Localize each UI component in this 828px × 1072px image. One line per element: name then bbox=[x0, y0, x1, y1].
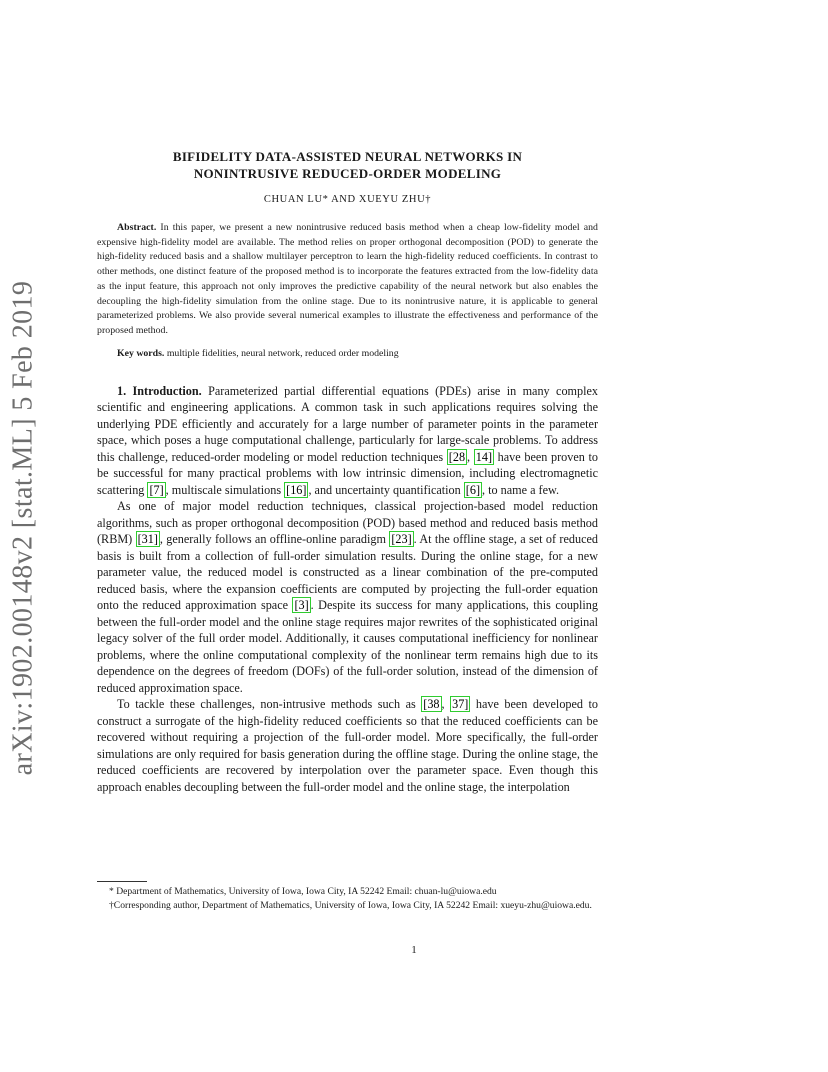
arxiv-id-text: arXiv:1902.00148v2 [stat.ML] 5 Feb 2019 bbox=[7, 280, 39, 775]
footnote-2: †Corresponding author, Department of Mathematics, University of Iowa, Iowa City, IA 52242 Email: xueyu-zhu@uiowa.edu. bbox=[109, 899, 592, 911]
intro-paragraph-1: 1. Introduction. Parameterized partial differential equations (PDEs) arise in many complex scientific and engineering applications. A common task in such applications requires solving the underlying PDE efficiently and accurately for a large number of parameter points in the parameter space, which poses a huge computational challenge, particularly for large-scale problems. To address this challenge, reduced-order modeling or model reduction techniques [28 , 14] have been proven to be successful for many practical problems with low intrinsic dimension, including electromagnetic scattering [7] , multiscale simulations [16] , and uncertainty quantification [6] , to name a few. bbox=[97, 383, 599, 497]
arxiv-sidebar-stamp bbox=[2, 280, 44, 775]
section-heading: 1. Introduction. bbox=[117, 383, 202, 398]
footnotes bbox=[97, 885, 598, 912]
title-line-2: NONINTRUSIVE REDUCED-ORDER MODELING bbox=[193, 166, 502, 181]
page-number: 1 bbox=[411, 944, 417, 956]
abstract bbox=[97, 221, 598, 339]
body-text: , to name a few. bbox=[482, 482, 560, 497]
citation-link[interactable]: [6] bbox=[465, 482, 481, 497]
author-list: CHUAN LU* AND XUEYU ZHU† bbox=[263, 194, 432, 205]
intro-paragraph-3: To tackle these challenges, non-intrusive methods such as [38 , 37] have been developed to construct a surrogate of the high-fidelity reduced coefficients so that the reduced coefficients can be recovered without requiring a projection of the full-order model. More specifically, the full-order simulations are only required for basis generation during the offline stage. During the online stage, the reduced coefficients are recovered by interpolation over the parameter space. Even though this approach enables decoupling between the full-order model and the online stage, the interpolation bbox=[97, 697, 599, 794]
abstract-text: In this paper, we present a new nonintrusive reduced basis method when a cheap low-fidelity model and expensive high-fidelity model are available. The method relies on proper orthogonal decomposition (POD) to generate the high-fidelity reduced basis and a shallow multilayer perceptron to learn the high-fidelity reduced coefficients. In contrast to other methods, one distinct feature of the proposed method is to incorporate the features extracted from the low-fidelity data as the input feature, this approach not only improves the predictive capability of the neural network but also enables the decoupling the high-fidelity simulation from the online stage. Due to its nonintrusive nature, it is applicable to general parameterized problems. We also provide several numerical examples to illustrate the effectiveness and performance of the proposed method. bbox=[97, 222, 599, 336]
body-text: , generally follows an offline-online paradigm bbox=[159, 532, 390, 547]
body-text: have been developed to construct a surrogate of the high-fidelity reduced coefficients so that the reduced coefficients can be recovered without requiring a projection of the full-order model. More specifically, the full-order simulations are only required for basis generation during the offline stage. During the online stage, the reduced coefficients are recovered by interpolation over the parameter space. Even though this approach enables decoupling between the full-order model and the online stage, the interpolation bbox=[97, 697, 599, 794]
body-text: . At the offline stage, a set of reduced basis is built from a collection of full-order simulation results. During the online stage, for a new parameter value, the reduced model is constructed as a linear combination of the pre-computed reduced basis, where the expansion coefficients are computed by projecting the full-order equation onto the reduced approximation space bbox=[97, 532, 598, 613]
body-text: Parameterized partial differential equations (PDEs) arise in many complex scientific and engineering applications. A common task in such applications requires solving the underlying PDE efficiently and accurately for a large number of parameter points in the parameter space, which poses a huge computational challenge, particularly for large-scale problems. To address this challenge, reduced-order modeling or model reduction techniques bbox=[97, 383, 598, 464]
intro-paragraph-2 bbox=[97, 498, 598, 696]
citation-link[interactable]: [7] bbox=[149, 482, 164, 497]
citation-link[interactable]: 14] bbox=[475, 449, 493, 464]
footnote-divider bbox=[97, 881, 147, 882]
body-text: have been proven to be successful for many practical problems with low intrinsic dimension, including electromagnetic scattering bbox=[97, 449, 599, 497]
citation-link[interactable]: [23] bbox=[391, 532, 412, 547]
paper-title bbox=[97, 148, 598, 182]
body-text: , and uncertainty quantification bbox=[308, 482, 464, 497]
citation-link[interactable]: [16] bbox=[286, 482, 307, 497]
footnote-1: * Department of Mathematics, University of Iowa, Iowa City, IA 52242 Email: chuan-lu@uiowa.edu bbox=[109, 886, 497, 897]
keywords-label: Key words. bbox=[117, 347, 165, 359]
title-line-1: BIFIDELITY DATA-ASSISTED NEURAL NETWORKS IN bbox=[172, 149, 523, 164]
citation-link[interactable]: [31] bbox=[137, 532, 158, 547]
body-text: As one of major model reduction techniques, classical projection-based model reduction algorithms, such as proper orthogonal decomposition (POD) based method and reduced basis method (RBM) bbox=[97, 499, 598, 547]
paper-page bbox=[97, 148, 598, 795]
citation-link[interactable]: [3] bbox=[294, 598, 309, 613]
keywords bbox=[97, 347, 598, 361]
citation-link[interactable]: 37] bbox=[452, 697, 469, 712]
citation-link[interactable]: [38 bbox=[423, 697, 440, 712]
keywords-text: multiple fidelities, neural network, reduced order modeling bbox=[166, 347, 399, 359]
body-text: . Despite its success for many applications, this coupling between the full-order model and the online stage requires major rewrites of the sophisticated original legacy solver of the full order model. Additionally, it causes computational inefficiency for nonlinear problems, where the online computational complexity of the nonlinear term remains high due to its dependence on the degrees of freedom (DOFs) of the full-order solution, instead of the dimension of reduced approximation space. bbox=[97, 598, 598, 695]
body-text: , multiscale simulations bbox=[165, 482, 285, 497]
body-text: To tackle these challenges, non-intrusive methods such as bbox=[117, 697, 422, 712]
abstract-label: Abstract. bbox=[117, 222, 157, 233]
citation-link[interactable]: [28 bbox=[448, 449, 466, 464]
